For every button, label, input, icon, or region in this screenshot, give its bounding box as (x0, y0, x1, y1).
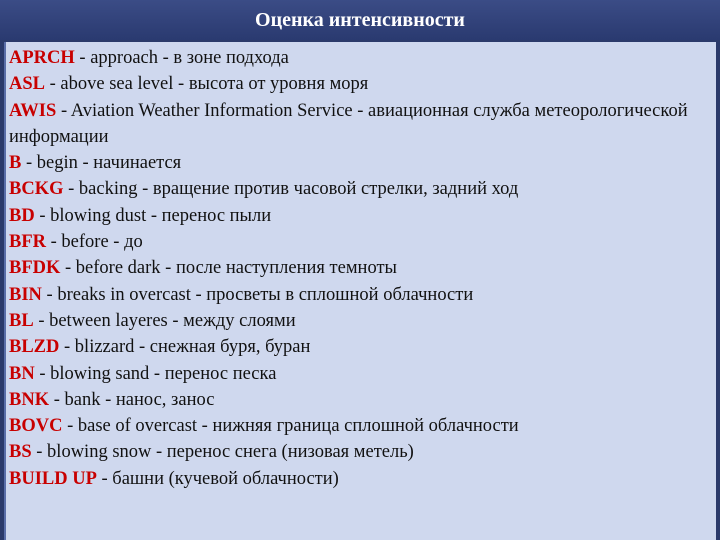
glossary-entry (9, 98, 712, 124)
entry-definition: - Aviation Weather Information Service - авиационная служба метеорологической (56, 100, 688, 121)
entry-definition: - begin - начинается (21, 153, 182, 174)
entry-abbreviation: BD (9, 205, 35, 226)
entry-abbreviation: BUILD UP (9, 468, 97, 489)
glossary-entry (9, 334, 712, 360)
entry-abbreviation: ASL (9, 74, 45, 95)
entry-definition: - before dark - после наступления темноты (60, 258, 397, 279)
glossary-entry-continuation (9, 124, 712, 150)
entry-definition: - blowing snow - перенос снега (низовая метель) (31, 442, 414, 463)
entry-abbreviation: AWIS (9, 100, 57, 121)
entry-definition: - blowing dust - перенос пыли (34, 205, 272, 226)
entry-definition: - above sea level - высота от уровня моря (45, 74, 369, 95)
entry-abbreviation: BLZD (9, 337, 60, 358)
slide-edge (716, 42, 720, 540)
entry-abbreviation: BL (9, 310, 34, 331)
entry-definition: - approach - в зоне подхода (74, 48, 289, 68)
glossary-entry (9, 176, 712, 202)
page-title: Оценка интенсивности (255, 8, 465, 31)
entry-abbreviation: BIN (9, 284, 42, 305)
glossary-entry (9, 439, 712, 465)
entry-abbreviation: APRCH (9, 48, 75, 68)
glossary-entry (9, 361, 712, 387)
entry-definition: - before - до (46, 232, 143, 253)
glossary-entry (9, 387, 712, 413)
entry-definition: - bank - нанос, занос (49, 389, 215, 410)
glossary-entry (9, 203, 712, 229)
entry-definition: - between layeres - между слоями (33, 310, 296, 331)
entry-definition: - base of overcast - нижняя граница сплошной облачности (62, 416, 519, 437)
glossary-entry (9, 71, 712, 97)
glossary-entry (9, 308, 712, 334)
glossary-entry (9, 150, 712, 176)
glossary-entry (9, 413, 712, 439)
entry-abbreviation: BFDK (9, 258, 61, 279)
entry-definition: - blowing sand - перенос песка (34, 363, 277, 384)
entry-definition: - blizzard - снежная буря, буран (59, 337, 311, 358)
glossary-entry (9, 466, 712, 492)
entry-abbreviation: BCKG (9, 179, 64, 200)
entry-abbreviation: BOVC (9, 416, 63, 437)
glossary-entry (9, 229, 712, 255)
entry-definition: - backing - вращение против часовой стрелки, задний ход (63, 179, 519, 200)
entry-abbreviation: BNK (9, 389, 50, 410)
entry-abbreviation: BS (9, 442, 32, 463)
glossary-panel (4, 42, 716, 540)
entry-definition: информации (9, 126, 109, 147)
entry-abbreviation: B (9, 153, 22, 174)
entry-definition: - башни (кучевой облачности) (96, 468, 339, 489)
entry-definition: - breaks in overcast - просветы в сплошной облачности (41, 284, 474, 305)
entry-abbreviation: BN (9, 363, 35, 384)
entry-abbreviation: BFR (9, 232, 46, 253)
glossary-entry (9, 255, 712, 281)
glossary-entry (9, 282, 712, 308)
glossary-entry (9, 45, 712, 71)
slide-header (0, 0, 720, 40)
